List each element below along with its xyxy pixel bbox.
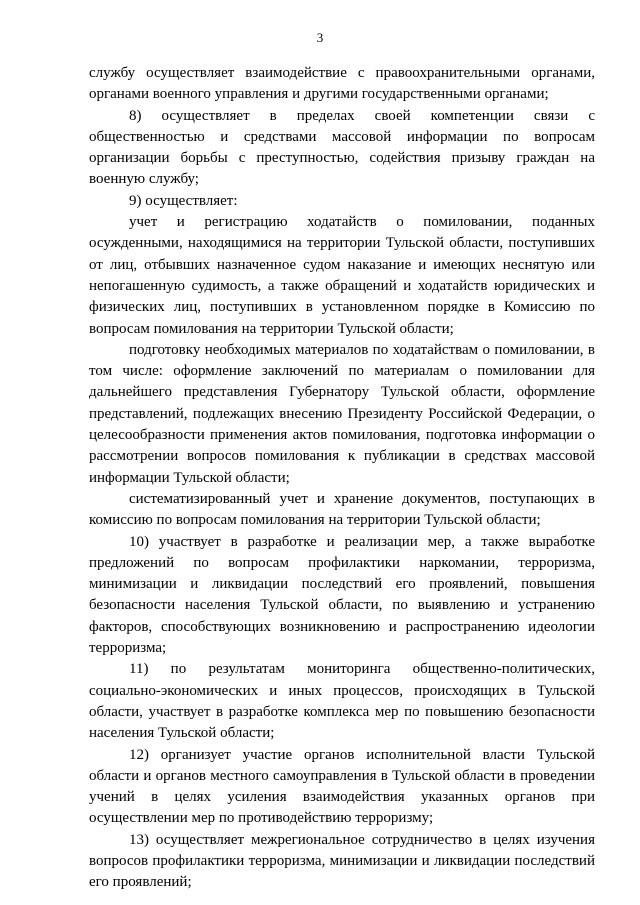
document-body [89,63,595,894]
paragraph-item-9: 9) осуществляет: [129,192,238,209]
paragraph-item-13: 13) осуществляет межрегиональное сотрудничество в целях изучения вопросов профилактики терроризма, минимизации и ликвидации последствий его проявлений; [89,831,595,891]
paragraph-item-10: 10) участвует в разработке и реализации мер, а также выработке предложений по вопросам профилактики наркомании, терроризма, минимизации и ликвидации последствий его проявлений, повышения безопасности населения Тульской области, по выявлению и устранению факторов, способствующих возникновению и распространению идеологии терроризма; [89,533,595,657]
paragraph-item-8: 8) осуществляет в пределах своей компетенции связи с общественностью и средствами массовой информации по вопросам организации борьбы с преступностью, содействия призыву граждан на военную службу; [89,107,595,188]
paragraph-continuation: службу осуществляет взаимодействие с правоохранительными органами, органами военного управления и другими государственными органами; [89,65,595,103]
paragraph-item-9-preparation: подготовку необходимых материалов по ходатайствам о помиловании, в том числе: оформление заключений по материалам о помиловании для дальнейшего представления Губернатору Тульской области, оформление представлений, подлежащих внесению Президенту Российской Федерации, о целесообразности применения актов помилования, подготовка информации о рассмотрении вопросов помилования к публикации в средствах массовой информации Тульской области; [89,341,595,486]
paragraph-item-12: 12) организует участие органов исполнительной власти Тульской области и органов местного самоуправления в Тульской области в проведении учений в целях усиления взаимодействия указанных органов при осуществлении мер по противодействию терроризму; [89,746,595,827]
paragraph-item-9-storage: систематизированный учет и хранение документов, поступающих в комиссию по вопросам помилования на территории Тульской области; [89,490,595,529]
paragraph-item-9-registration: учет и регистрацию ходатайств о помиловании, поданных осужденными, находящимися на территории Тульской области, поступивших от лиц, отбывших назначенное судом наказание и имеющих неснятую или непогашенную судимость, а также обращений и ходатайств юридических и физических лиц, поступивших в установленном порядке в Комиссию по вопросам помилования на территории Тульской области; [89,214,595,337]
page-number: 3 [316,30,324,45]
paragraph-item-11: 11) по результатам мониторинга общественно-политических, социально-экономических и иных процессов, происходящих в Тульской области, участвует в разработке комплекса мер по повышению безопасности населения Тульской области; [89,661,595,742]
